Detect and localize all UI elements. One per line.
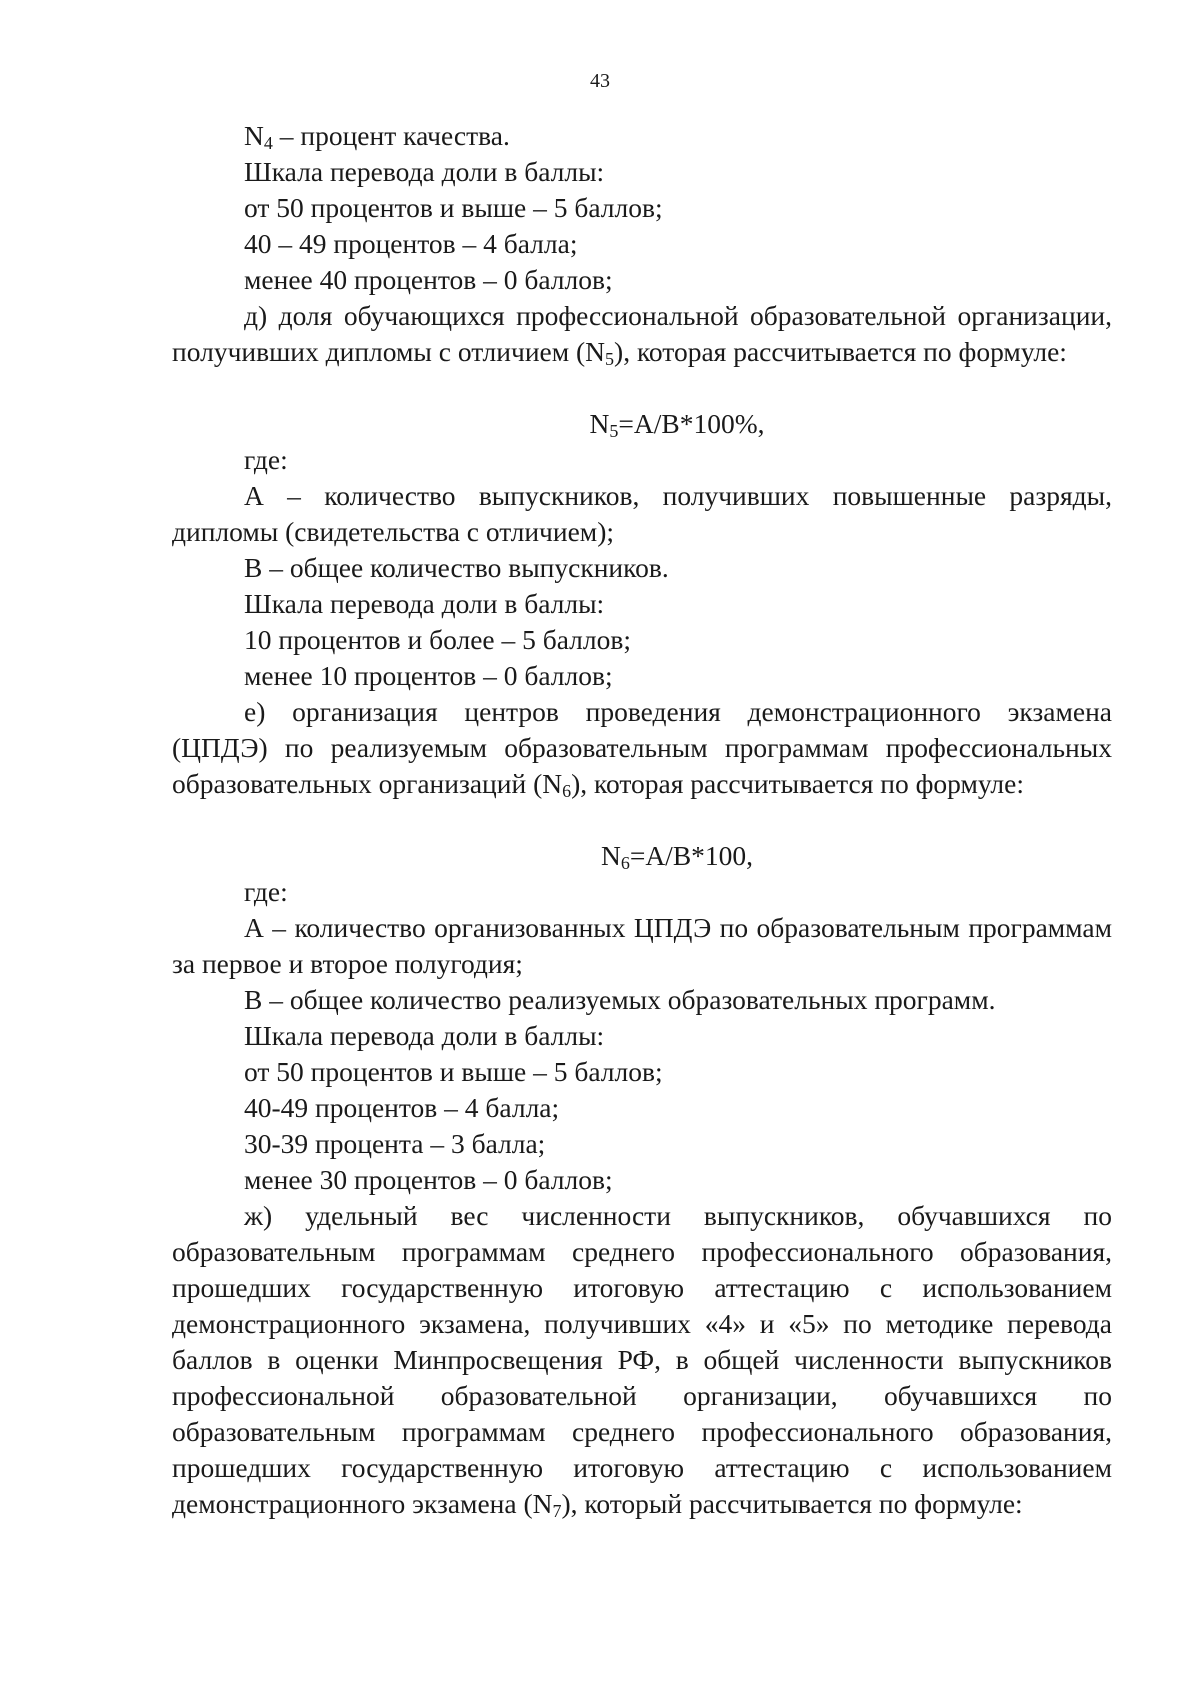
paragraph-zh — [172, 1198, 1112, 1522]
scale-item: 30-39 процента – 3 балла; — [244, 1128, 546, 1159]
scale-item: от 50 процентов и выше – 5 баллов; — [244, 1056, 663, 1087]
page-number: 43 — [590, 70, 610, 92]
scale-item: 40-49 процентов – 4 балла; — [244, 1092, 560, 1123]
where-label: где: — [244, 876, 288, 907]
text-line: прошедших государственную итоговую аттестацию с использованием — [172, 1272, 1112, 1303]
text-line: А – количество выпускников, получивших повышенные разряды, — [244, 480, 1112, 511]
scale-item: менее 30 процентов – 0 баллов; — [244, 1164, 613, 1195]
scale-heading: Шкала перевода доли в баллы: — [244, 588, 605, 619]
text-line: за первое и второе полугодия; — [172, 948, 523, 979]
text-line: (ЦПДЭ) по реализуемым образовательным программам профессиональных — [172, 732, 1112, 763]
text-line: образовательным программам среднего профессионального образования, — [172, 1416, 1112, 1447]
scale-item: менее 40 процентов – 0 баллов; — [244, 264, 613, 295]
scale-heading: Шкала перевода доли в баллы: — [244, 1020, 605, 1051]
text-line: е) организация центров проведения демонстрационного экзамена — [244, 696, 1112, 727]
scale-item: 10 процентов и более – 5 баллов; — [244, 624, 631, 655]
text-line: ж) удельный вес численности выпускников, обучавшихся по — [244, 1200, 1112, 1231]
text-line: прошедших государственную итоговую аттестацию с использованием — [172, 1452, 1112, 1483]
text-line: получивших дипломы с отличием $(N_5)$, которая рассчитывается по формуле: — [172, 336, 1067, 369]
text-line: профессиональной образовательной организации, обучавшихся по — [172, 1380, 1112, 1411]
n4-definition: $N_4$ – процент качества. — [244, 120, 510, 153]
scale-heading: Шкала перевода доли в баллы: — [244, 156, 605, 187]
paragraph-d — [172, 298, 1112, 370]
text-line: демонстрационного экзамена $(N_7)$, который рассчитывается по формуле: — [172, 1488, 1023, 1521]
where-label: где: — [244, 444, 288, 475]
formula-n5: $N_5=A/B*100\%$, — [589, 408, 765, 441]
text-line: образовательных организаций $(N_6)$, которая рассчитывается по формуле: — [172, 768, 1024, 801]
scale-item: от 50 процентов и выше – 5 баллов; — [244, 192, 663, 223]
scale-item: менее 10 процентов – 0 баллов; — [244, 660, 613, 691]
document-body — [172, 118, 1112, 1522]
text-line: демонстрационного экзамена, получивших «4» и «5» по методике перевода — [172, 1308, 1112, 1339]
definition-a — [172, 910, 1112, 982]
definition-a — [172, 478, 1112, 550]
text-line: дипломы (свидетельства с отличием); — [172, 516, 615, 547]
definition-b: В – общее количество реализуемых образовательных программ. — [244, 984, 996, 1015]
text-line: д) доля обучающихся профессиональной образовательной организации, — [244, 300, 1112, 331]
text-line: А – количество организованных ЦПДЭ по образовательным программам — [244, 912, 1112, 943]
definition-b: В – общее количество выпускников. — [244, 552, 669, 583]
text-line: образовательным программам среднего профессионального образования, — [172, 1236, 1112, 1267]
scale-item: 40 – 49 процентов – 4 балла; — [244, 228, 578, 259]
text-line: баллов в оценки Минпросвещения РФ, в общей численности выпускников — [172, 1344, 1112, 1375]
formula-n6: $N_6=A/B*100$, — [600, 840, 754, 873]
paragraph-e — [172, 694, 1112, 802]
